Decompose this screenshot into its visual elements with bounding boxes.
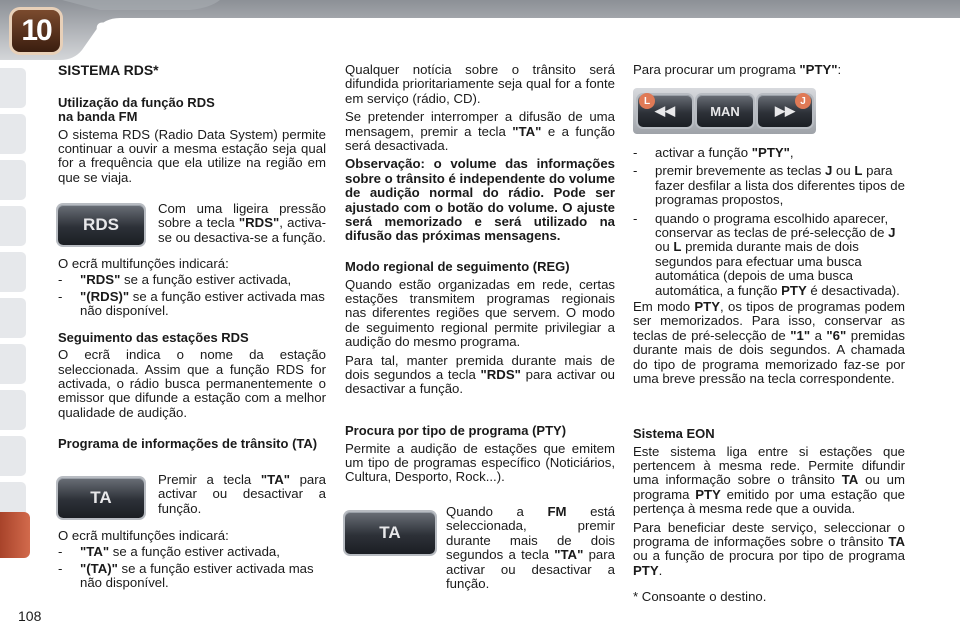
rds-usage-heading-2: na banda FM	[58, 109, 138, 124]
ta-button-fm-label: TA	[379, 523, 401, 542]
pty-block	[345, 424, 615, 485]
j-marker: J	[795, 93, 811, 109]
eon-block	[633, 427, 905, 578]
side-tab-5[interactable]	[0, 252, 26, 292]
side-tab-6[interactable]	[0, 298, 26, 338]
header-bar	[0, 0, 960, 62]
rds-key: "RDS"	[238, 215, 280, 231]
reg-heading: Modo regional de seguimento (REG)	[345, 259, 570, 274]
ta-press-instruction: Premir a tecla "TA" para activar ou desactivar a função.	[158, 472, 326, 516]
side-tab-3[interactable]	[0, 160, 26, 200]
ta-heading: Programa de informações de trânsito (TA)	[58, 436, 318, 451]
eon-paragraph-2: Para beneficiar deste serviço, seleccionar o programa de informações sobre o trânsito TA ou a função de procura por tipo de programa PTY.	[633, 519, 905, 578]
rds-button-label: RDS	[83, 215, 119, 234]
pty-heading: Procura por tipo de programa (PTY)	[345, 423, 567, 438]
eon-paragraph-1: Este sistema liga entre si estações que pertencem à mesma rede. Permite difundir uma informação sobre o trânsito TA ou um programa PTY emitido por uma estação que pertença à mesma rede que a ouvida.	[633, 443, 905, 517]
section-title: SISTEMA RDS*	[58, 62, 159, 78]
rds-press-instruction: Com uma ligeira pressão sobre a tecla "RDS", activa-se ou desactiva-se a função.	[158, 201, 327, 245]
pty-search-intro: Para procurar um programa "PTY":	[633, 62, 842, 77]
rds-usage-paragraph: O sistema RDS (Radio Data System) permite continuar a ouvir a mesma estação seja qual for a frequência que ela utilize na região em que se viaja.	[58, 126, 326, 185]
ta-key: "TA"	[260, 472, 290, 487]
man-button-label: MAN	[710, 103, 740, 119]
chapter-number: 10	[21, 14, 51, 47]
l-marker: L	[639, 93, 655, 109]
ta-button[interactable]	[58, 478, 144, 518]
side-tab-2[interactable]	[0, 114, 26, 154]
rds-button[interactable]	[58, 205, 144, 245]
ta-button-fm[interactable]	[345, 512, 435, 554]
column-1	[58, 63, 326, 185]
pty-steps	[633, 146, 905, 387]
tracking-heading: Seguimento das estações RDS	[58, 329, 249, 345]
reg-instruction: Para tal, manter premida durante mais de dois segundos a tecla "RDS" para activar ou desactivar a função.	[345, 352, 616, 397]
ta-button-label: TA	[90, 488, 112, 507]
list-item: - premir brevemente as teclas J ou L para fazer desfilar a lista dos diferentes tipos de programas propostos,	[633, 163, 905, 208]
side-tab-active[interactable]	[0, 512, 30, 558]
side-tab-7[interactable]	[0, 344, 26, 384]
display-intro: O ecrã multifunções indicará:	[58, 256, 229, 271]
side-tab-4[interactable]	[0, 206, 26, 246]
fast-forward-icon: ▶▶	[775, 103, 795, 118]
footnote: * Consoante o destino.	[633, 589, 767, 604]
list-item: - quando o programa escolhido aparecer, conservar as teclas de pré-selecção de J ou L premida durante mais de dois segundos para efectuar uma busca automática (depois de uma busca automática, a função PTY é desactivada).	[633, 210, 900, 298]
side-tab-9[interactable]	[0, 436, 26, 476]
radio-button-panel	[633, 88, 816, 134]
memorize-paragraph: Em modo PTY, os tipos de programas podem ser memorizados. Para isso, conservar as teclas de pré-selecção de "1" a "6" premidas durante mais de dois segundos. A chamada do tipo de programa memorizado faz-se por uma breve pressão na tecla correspondente.	[633, 299, 905, 387]
list-item: - "(TA)" se a função estiver activada mas não disponível.	[58, 560, 314, 591]
eon-heading: Sistema EON	[633, 426, 715, 441]
rds-display-block	[58, 257, 326, 420]
ta-display-block	[58, 529, 326, 591]
list-item: - "TA" se a função estiver activada,	[58, 544, 280, 560]
list-item: - "RDS" se a função estiver activada,	[58, 272, 292, 288]
column-2	[345, 63, 615, 244]
ta-display-intro: O ecrã multifunções indicará:	[58, 528, 229, 543]
observation-paragraph: Observação: o volume das informações sobre o trânsito é independente do volume de audição normal do rádio. Pode ser ajustado com o botão do volume. O ajuste será memorizado e será utilizado na difusão das próximas mensagens.	[345, 156, 615, 244]
reg-paragraph: Quando estão organizadas em rede, certas estações transmitem programas regionais nas diferentes regiões que servem. O modo de seguimento regional permite privilegiar a audição do mesmo programa.	[345, 276, 615, 350]
fm-instruction: Quando a FM está seleccionada, premir durante mais de dois segundos a tecla "TA" para activar ou desactivar a função.	[446, 504, 615, 592]
list-item: - activar a função "PTY",	[633, 145, 794, 160]
side-tab-1[interactable]	[0, 68, 26, 108]
tracking-paragraph: O ecrã indica o nome da estação seleccionada. Assim que a função RDS for activada, o rádio busca permanentemente o emissor que difunde a estação com a melhor qualidade de audição.	[58, 347, 326, 420]
chapter-title: O ÁUDIO	[96, 19, 173, 38]
man-button[interactable]	[697, 95, 753, 127]
chapter-number-badge	[12, 10, 60, 52]
traffic-priority-paragraph: Qualquer notícia sobre o trânsito será difundida prioritariamente seja qual for a fonte em serviço (rádio, CD).	[345, 62, 615, 106]
list-item: - "(RDS)" se a função estiver activada mas não disponível.	[58, 288, 325, 319]
reg-block	[345, 260, 615, 397]
rds-usage-heading-1: Utilização da função RDS	[58, 94, 215, 110]
rewind-icon: ◀◀	[655, 103, 675, 118]
side-tabs	[0, 62, 30, 562]
page-number: 108	[18, 608, 42, 624]
pty-paragraph: Permite a audição de estações que emitem um tipo de programas específico (Noticiários, Cultura, Desporto, Rock...).	[345, 440, 615, 485]
interrupt-paragraph: Se pretender interromper a difusão de uma mensagem, premir a tecla "TA" e a função será desactivada.	[345, 109, 615, 154]
side-tab-8[interactable]	[0, 390, 26, 430]
